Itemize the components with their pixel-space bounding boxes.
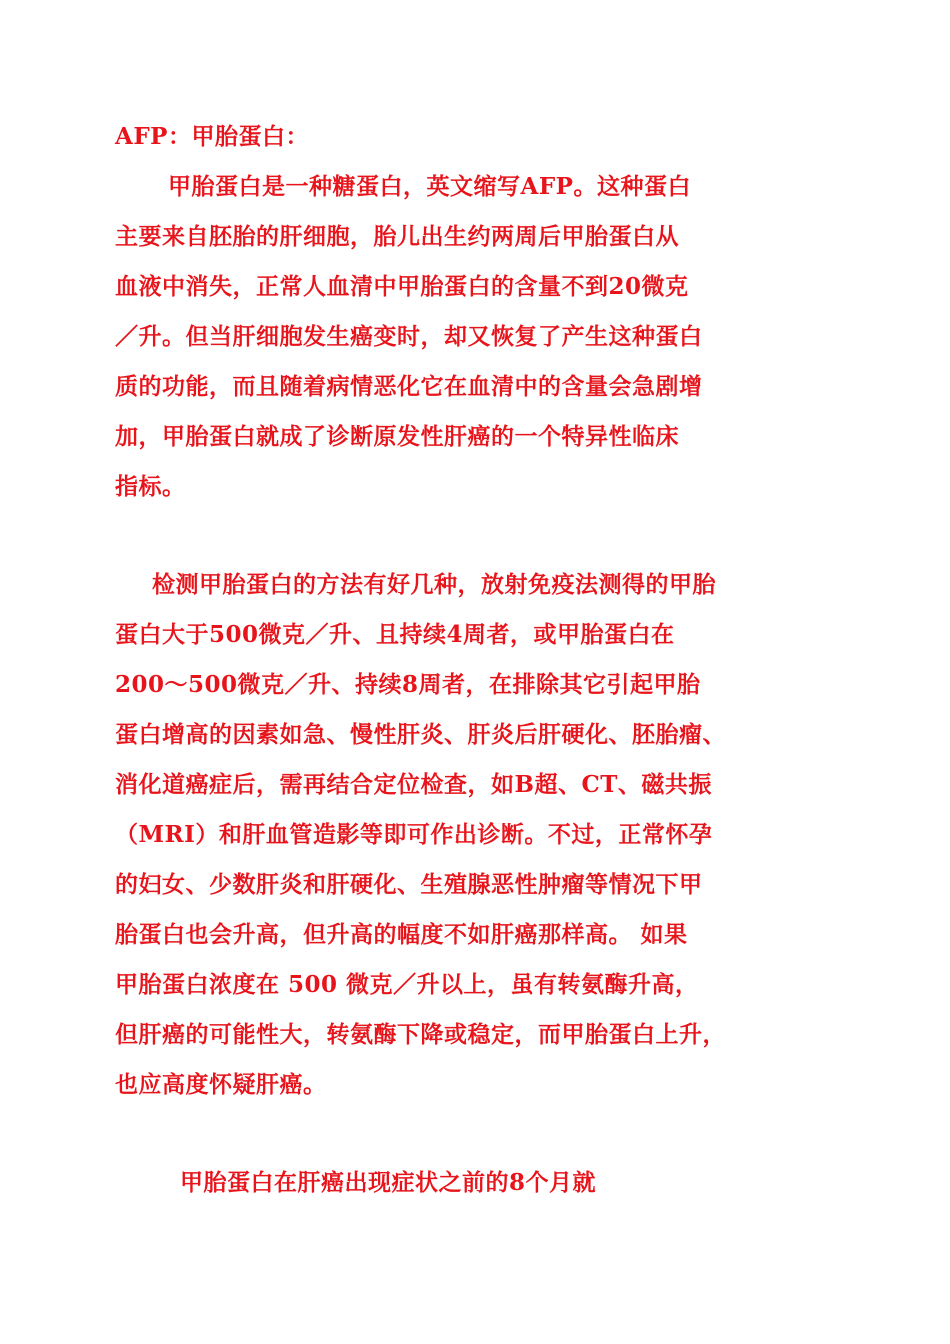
paragraph-1-line-7: 指标。 [115,473,186,500]
document-heading: AFP：甲胎蛋白： [115,123,309,150]
paragraph-3-line-1: 甲胎蛋白在肝癌出现症状之前的8个月就 [180,1169,597,1196]
paragraph-2-line-11: 也应高度怀疑肝癌。 [115,1071,327,1098]
paragraph-2-line-9: 甲胎蛋白浓度在 500 微克／升以上，虽有转氨酶升高， [115,971,699,998]
paragraph-2-line-4: 蛋白增高的因素如急、慢性肝炎、肝炎后肝硬化、胚胎瘤、 [115,721,726,748]
paragraph-2-line-6: （MRI）和肝血管造影等即可作出诊断。不过，正常怀孕 [115,821,713,848]
paragraph-1-line-1: 甲胎蛋白是一种糖蛋白，英文缩写AFP。这种蛋白 [168,173,691,200]
paragraph-2-line-10: 但肝癌的可能性大，转氨酶下降或稳定，而甲胎蛋白上升， [115,1021,726,1048]
paragraph-2-line-1: 检测甲胎蛋白的方法有好几种，放射免疫法测得的甲胎 [152,571,716,598]
paragraph-2-line-2: 蛋白大于500微克／升、且持续4周者，或甲胎蛋白在 [115,621,675,648]
paragraph-1-line-2: 主要来自胚胎的肝细胞，胎儿出生约两周后甲胎蛋白从 [115,223,679,250]
paragraph-1-line-6: 加，甲胎蛋白就成了诊断原发性肝癌的一个特异性临床 [115,423,679,450]
paragraph-2-line-5: 消化道癌症后，需再结合定位检查，如B超、CT、磁共振 [115,771,712,798]
paragraph-2-line-8: 胎蛋白也会升高，但升高的幅度不如肝癌那样高。 如果 [115,921,688,948]
paragraph-1-line-3: 血液中消失，正常人血清中甲胎蛋白的含量不到20微克 [115,273,689,300]
paragraph-2-line-3: 200～500微克／升、持续8周者，在排除其它引起甲胎 [115,671,701,698]
paragraph-1-line-5: 质的功能，而且随着病情恶化它在血清中的含量会急剧增 [115,373,703,400]
paragraph-2-line-7: 的妇女、少数肝炎和肝硬化、生殖腺恶性肿瘤等情况下甲 [115,871,703,898]
paragraph-1-line-4: ／升。但当肝细胞发生癌变时，却又恢复了产生这种蛋白 [115,323,703,350]
